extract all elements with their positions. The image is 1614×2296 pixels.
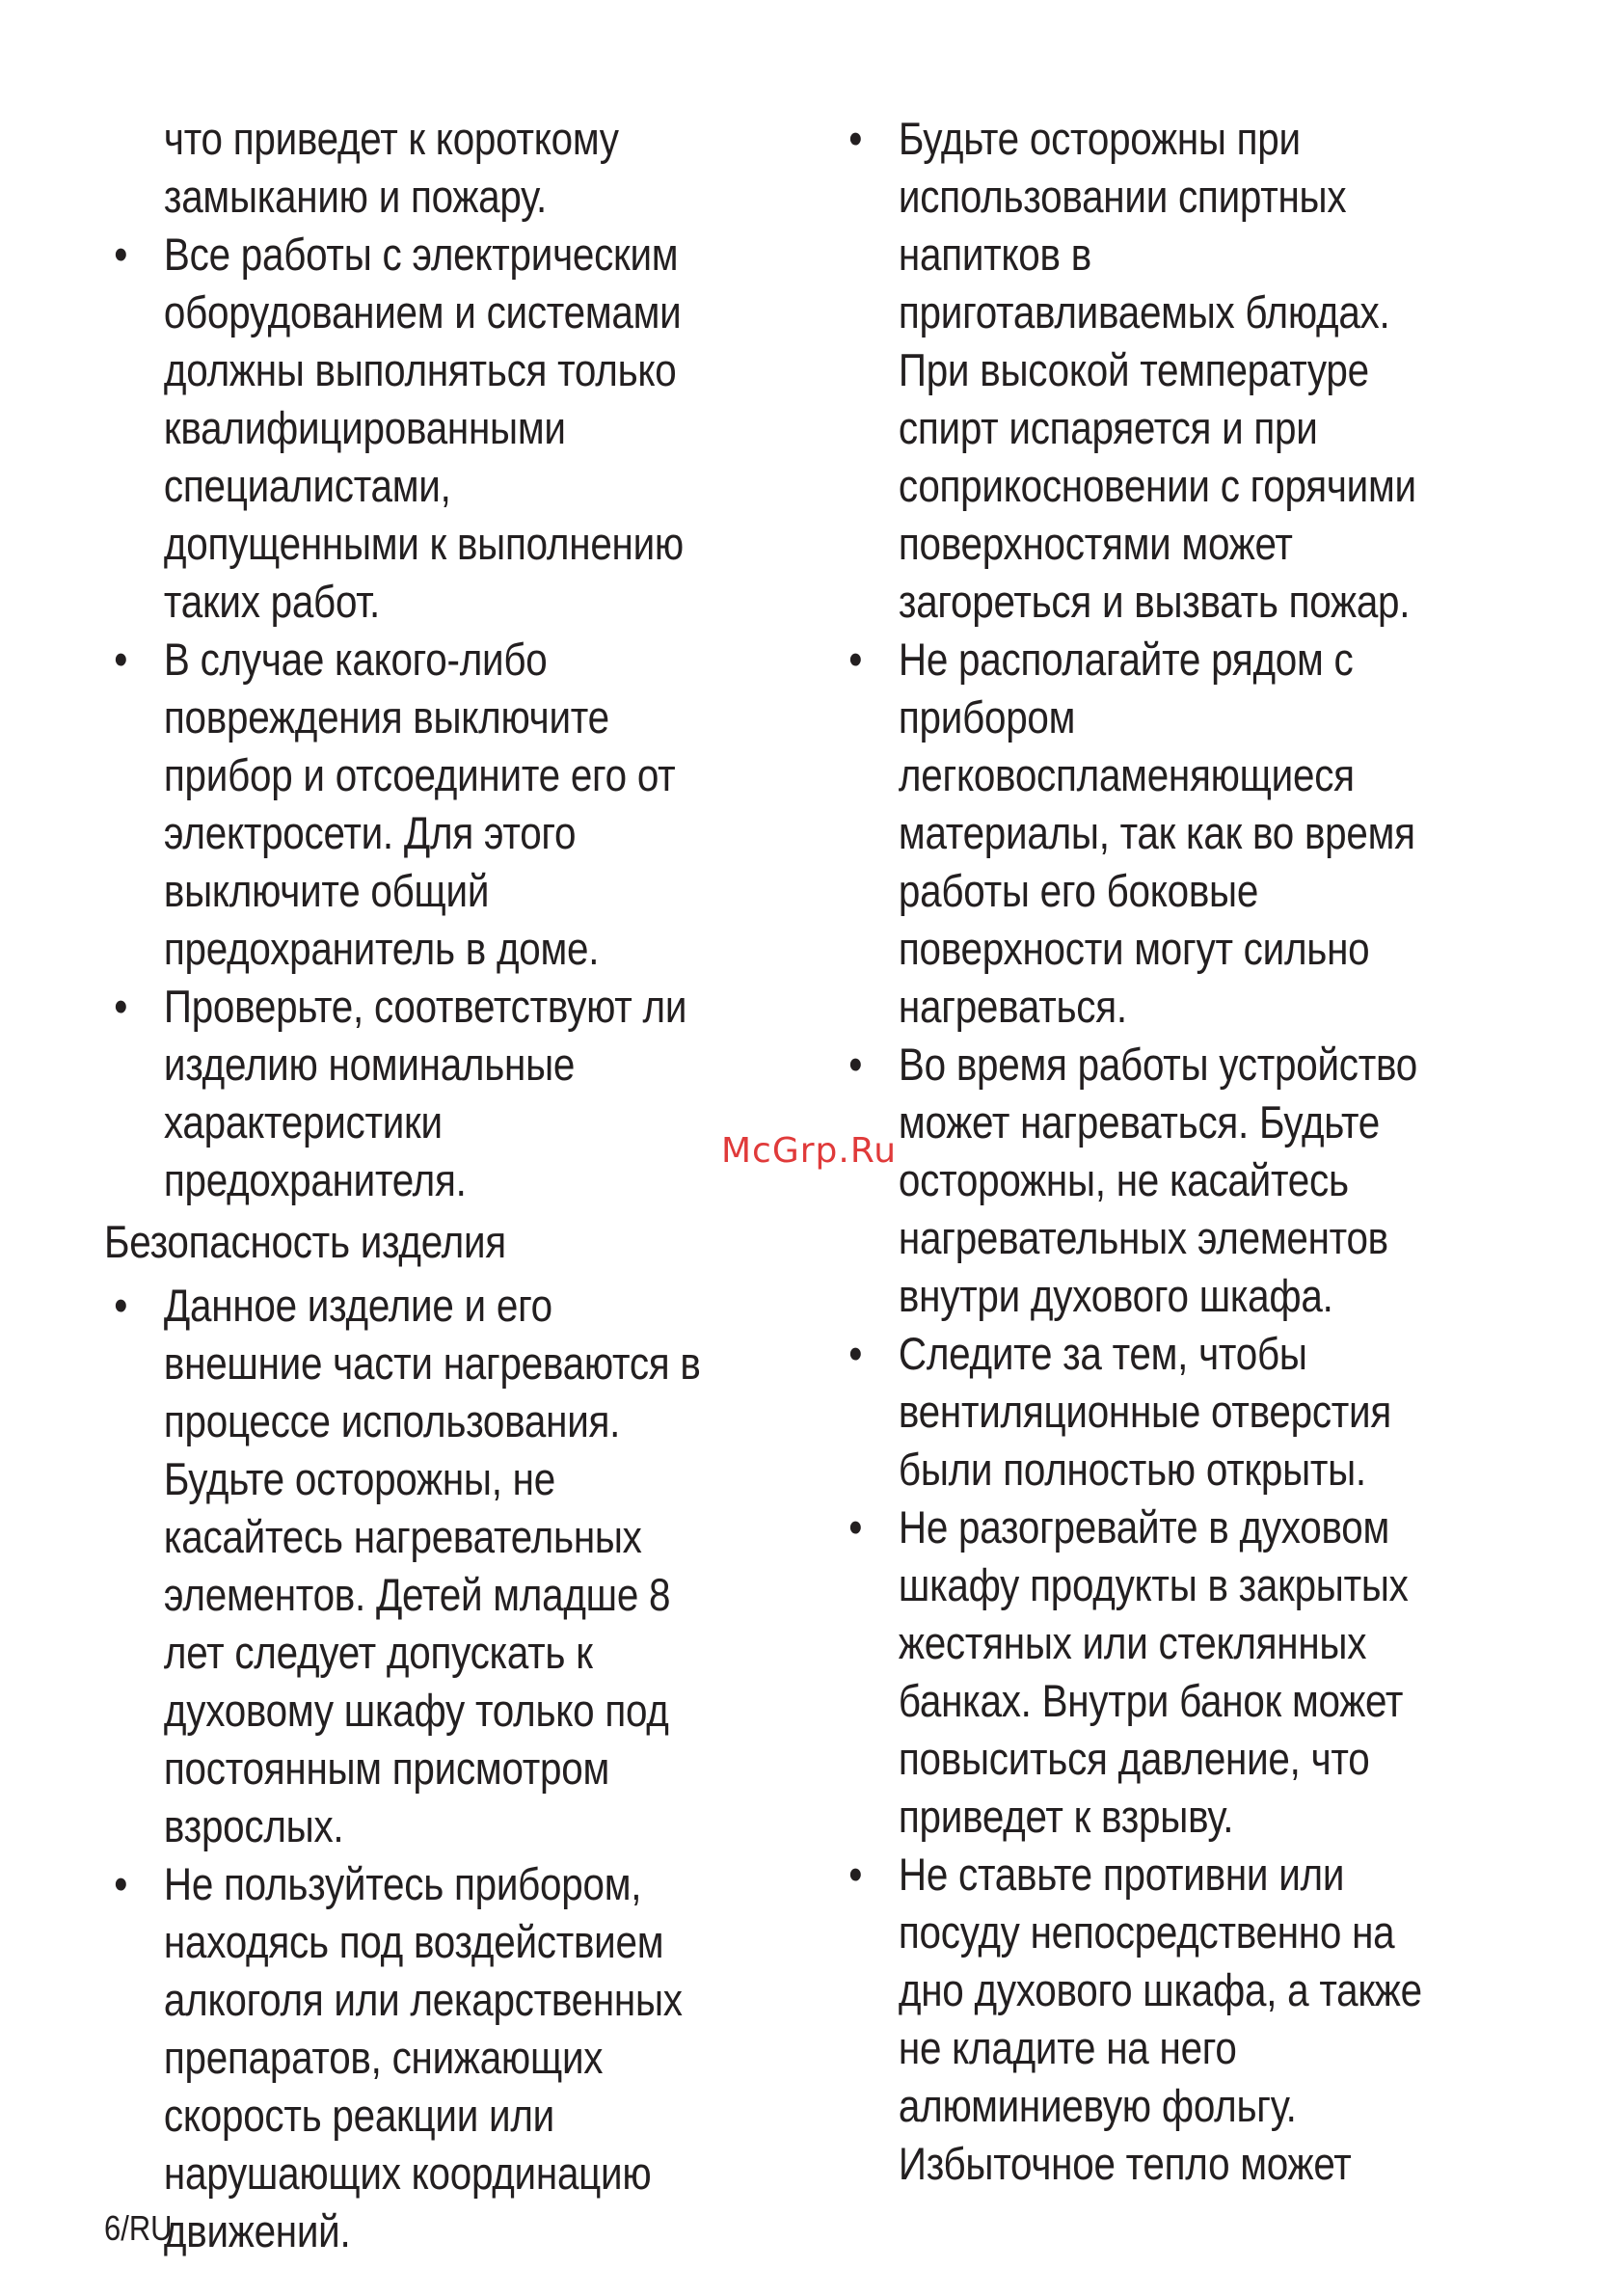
section-heading: Безопасность изделия (104, 1216, 506, 1267)
bullet-icon: • (114, 1280, 128, 1331)
left-column (104, 110, 701, 2260)
bullet-icon: • (114, 229, 128, 280)
list-item-text: Не ставьте противни или посуду непосредственно на дно духового шкафа, а также не кладите на него алюминиевую фольгу. Избыточное тепло может (898, 1849, 1422, 2189)
list-item-text: Все работы с электрическим оборудованием и системами должны выполняться только квалифицированными специалистами, допущенными к выполнению таких работ. (163, 229, 684, 627)
list-item-text: Не пользуйтесь прибором, находясь под воздействием алкоголя или лекарственных препаратов, снижающих скорость реакции или нарушающих координацию движений. (163, 1858, 683, 2256)
bullet-icon: • (114, 634, 128, 685)
list-item (104, 1855, 701, 2260)
continuation-paragraph (104, 110, 701, 226)
bullet-icon: • (848, 113, 863, 164)
list-item (104, 226, 701, 631)
list-item (839, 1499, 1436, 1846)
list-item-text: Не располагайте рядом с прибором легковоспламеняющиеся материалы, так как во время работы его боковые поверхности могут сильно нагреваться. (898, 634, 1415, 1032)
list-item (839, 1325, 1436, 1499)
list-item (839, 1846, 1436, 2193)
list-item-text: Данное изделие и его внешние части нагреваются в процессе использования. Будьте осторожны, не касайтесь нагревательных элементов. Детей младше 8 лет следует допускать к духовому шкафу только под постоянным присмотром взрослых. (163, 1280, 701, 1851)
list-item (104, 1277, 701, 1855)
list-item (104, 631, 701, 978)
list-item (839, 110, 1436, 631)
bullet-icon: • (848, 1849, 863, 1900)
bullet-icon: • (848, 1328, 863, 1379)
right-column (839, 110, 1436, 2193)
paragraph-text: что приведет к короткому замыканию и пожару. (163, 113, 619, 222)
bullet-icon: • (114, 1858, 128, 1909)
bullet-icon: • (848, 634, 863, 685)
list-item (104, 978, 701, 1209)
bullet-icon: • (114, 981, 128, 1032)
list-item-text: В случае какого-либо повреждения выключите прибор и отсоедините его от электросети. Для этого выключите общий предохранитель в доме. (163, 634, 676, 974)
list-item-text: Будьте осторожны при использовании спиртных напитков в приготавливаемых блюдах. При высокой температуре спирт испаряется и при соприкосновении с горячими поверхностями может загореться и вызвать пожар. (898, 113, 1416, 627)
list-item-text: Проверьте, соответствуют ли изделию номинальные характеристики предохранителя. (163, 981, 687, 1205)
list-item (839, 1036, 1436, 1325)
watermark: McGrp.Ru (721, 1131, 898, 1171)
list-item-text: Во время работы устройство может нагреваться. Будьте осторожны, не касайтесь нагревательных элементов внутри духового шкафа. (898, 1039, 1417, 1321)
list-item (839, 631, 1436, 1036)
bullet-icon: • (848, 1501, 863, 1553)
list-item-text: Следите за тем, чтобы вентиляционные отверстия были полностью открыты. (898, 1328, 1392, 1495)
list-item-text: Не разогревайте в духовом шкафу продукты в закрытых жестяных или стеклянных банках. Внутри банок может повыситься давление, что приведет к взрыву. (898, 1501, 1409, 1842)
bullet-icon: • (848, 1039, 863, 1090)
page-number: 6/RU (104, 2208, 173, 2248)
